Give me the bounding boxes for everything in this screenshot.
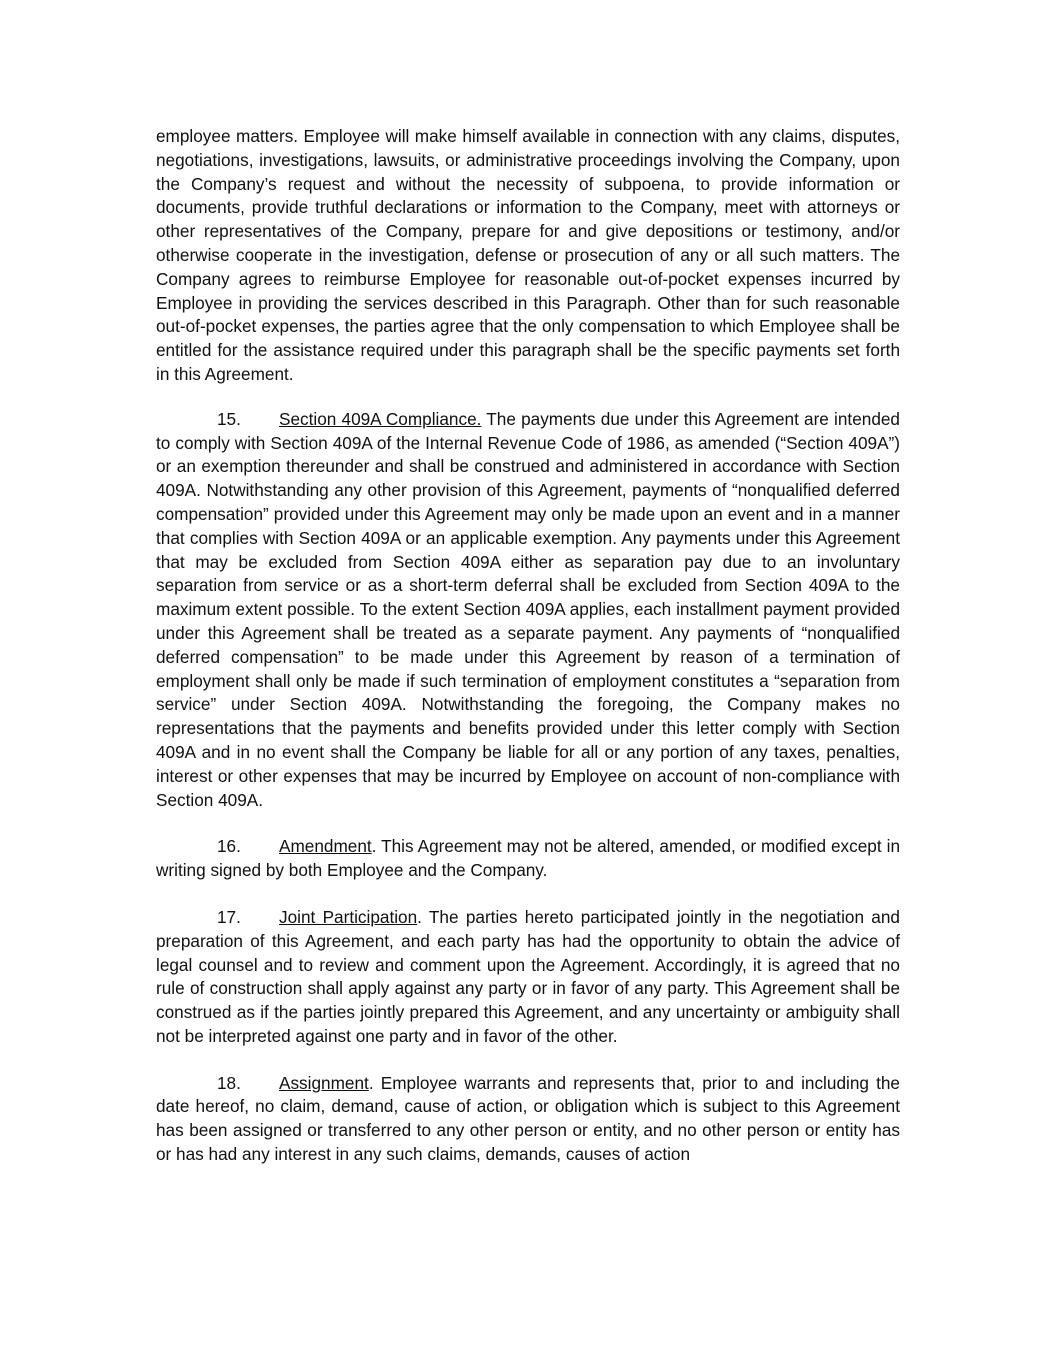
section-16	[156, 835, 900, 883]
document-page	[156, 125, 900, 1190]
section-number: 16.	[217, 836, 241, 857]
section-15	[156, 408, 900, 813]
section-number: 15.	[217, 408, 241, 429]
section-17	[156, 906, 900, 1049]
section-body: The payments due under this Agreement are intended to comply with Section 409A of the Internal Revenue Code of 1986, as amended (“Section 409A”) or an exemption thereunder and shall be construed and administered in accordance with Section 409A. Notwithstanding any other provision of this Agreement, payments of “nonqualified deferred compensation” provided under this Agreement may only be made upon an event and in a manner that complies with Section 409A or an applicable exemption. Any payments under this Agreement that may be excluded from Section 409A either as separation pay due to an involuntary separation from service or as a short-term deferral shall be excluded from Section 409A to the maximum extent possible. To the extent Section 409A applies, each installment payment provided under this Agreement shall be treated as a separate payment. Any payments of “nonqualified deferred compensation” to be made under this Agreement by reason of a termination of employment shall only be made if such termination of employment constitutes a “separation from service” under Section 409A. Notwithstanding the foregoing, the Company makes no representations that the payments and benefits provided under this letter comply with Section 409A and in no event shall the Company be liable for all or any portion of any taxes, penalties, interest or other expenses that may be incurred by Employee on account of non-compliance with Section 409A.	[156, 408, 900, 810]
section-18	[156, 1072, 900, 1167]
section-heading: Assignment	[279, 1072, 369, 1093]
section-number: 18.	[217, 1072, 241, 1093]
continuation-paragraph: employee matters. Employee will make himself available in connection with any claims, disputes, negotiations, investigations, lawsuits, or administrative proceedings involving the Company, upon the Company’s request and without the necessity of subpoena, to provide information or documents, provide truthful declarations or information to the Company, meet with attorneys or other representatives of the Company, prepare for and give depositions or testimony, and/or otherwise cooperate in the investigation, defense or prosecution of any or all such matters. The Company agrees to reimburse Employee for reasonable out-of-pocket expenses incurred by Employee in providing the services described in this Paragraph. Other than for such reasonable out-of-pocket expenses, the parties agree that the only compensation to which Employee shall be entitled for the assistance required under this paragraph shall be the specific payments set forth in this Agreement.	[156, 126, 900, 384]
section-body: . The parties hereto participated jointly in the negotiation and preparation of this Agreement, and each party has had the opportunity to obtain the advice of legal counsel and to review and comment upon the Agreement. Accordingly, it is agreed that no rule of construction shall apply against any party or in favor of any party. This Agreement shall be construed as if the parties jointly prepared this Agreement, and any uncertainty or ambiguity shall not be interpreted against one party and in favor of the other.	[156, 906, 900, 1046]
section-body: . Employee warrants and represents that, prior to and including the date hereof, no claim, demand, cause of action, or obligation which is subject to this Agreement has been assigned or transferred to any other person or entity, and no other person or entity has or has had any interest in any such claims, demands, causes of action	[156, 1072, 900, 1165]
section-heading: Amendment	[279, 836, 372, 857]
section-number: 17.	[217, 906, 241, 927]
section-heading: Joint Participation	[279, 906, 418, 927]
section-body: . This Agreement may not be altered, amended, or modified except in writing signed by both Employee and the Company.	[156, 836, 900, 881]
section-heading: Section 409A Compliance.	[279, 408, 482, 429]
